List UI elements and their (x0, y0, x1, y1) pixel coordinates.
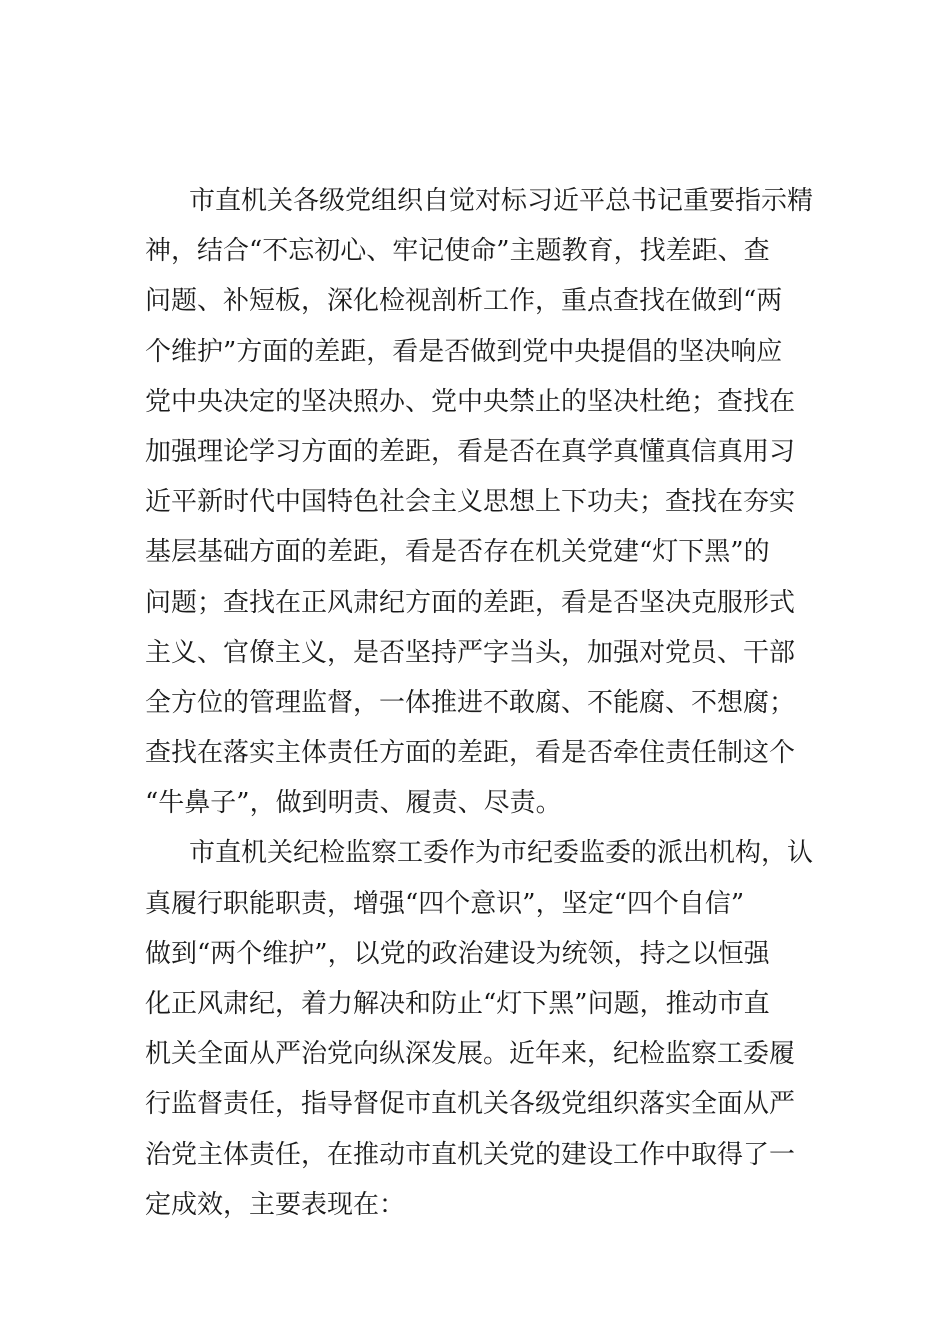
paragraph-line: 加强理论学习方面的差距，看是否在真学真懂真信真用习 (145, 436, 796, 467)
paragraph-line: 神，结合“不忘初心、牢记使命”主题教育，找差距、查 (145, 236, 770, 267)
paragraph-line: 真履行职能职责，增强“四个意识”，坚定“四个自信” (145, 888, 745, 919)
paragraph-line: 机关全面从严治党向纵深发展。近年来，纪检监察工委履 (145, 1039, 796, 1070)
paragraph-line: 近平新时代中国特色社会主义思想上下功夫；查找在夯实 (145, 487, 796, 518)
paragraph-line: 党中央决定的坚决照办、党中央禁止的坚决杜绝；查找在 (145, 386, 796, 417)
paragraph-line: 查找在落实主体责任方面的差距，看是否牵住责任制这个 (145, 738, 796, 769)
paragraph-line: 化正风肃纪，着力解决和防止“灯下黑”问题，推动市直 (145, 989, 770, 1019)
paragraph-line: 全方位的管理监督，一体推进不敢腐、不能腐、不想腐； (145, 687, 796, 718)
paragraph-line: 定成效，主要表现在： (145, 1189, 406, 1220)
paragraph-line: 基层基础方面的差距，看是否存在机关党建“灯下黑”的 (145, 537, 770, 568)
paragraph-line: 做到“两个维护”，以党的政治建设为统领，持之以恒强 (145, 938, 770, 969)
paragraph-1 (145, 176, 814, 828)
paragraph-line: 主义、官僚主义，是否坚持严字当头，加强对党员、干部 (145, 637, 796, 668)
paragraph-line: 行监督责任，指导督促市直机关各级党组织落实全面从严 (145, 1089, 796, 1120)
document-body (145, 176, 814, 1230)
paragraph-line: “牛鼻子”，做到明责、履责、尽责。 (145, 788, 562, 819)
paragraph-2 (145, 828, 814, 1230)
paragraph-line: 市直机关纪检监察工委作为市纪委监委的派出机构，认 (189, 838, 814, 869)
paragraph-line: 市直机关各级党组织自觉对标习近平总书记重要指示精 (189, 186, 814, 216)
paragraph-line: 治党主体责任，在推动市直机关党的建设工作中取得了一 (145, 1139, 796, 1170)
paragraph-line: 问题、补短板，深化检视剖析工作，重点查找在做到“两 (145, 286, 783, 317)
paragraph-line: 问题；查找在正风肃纪方面的差距，看是否坚决克服形式 (145, 587, 796, 618)
paragraph-line: 个维护”方面的差距，看是否做到党中央提倡的坚决响应 (145, 336, 783, 367)
